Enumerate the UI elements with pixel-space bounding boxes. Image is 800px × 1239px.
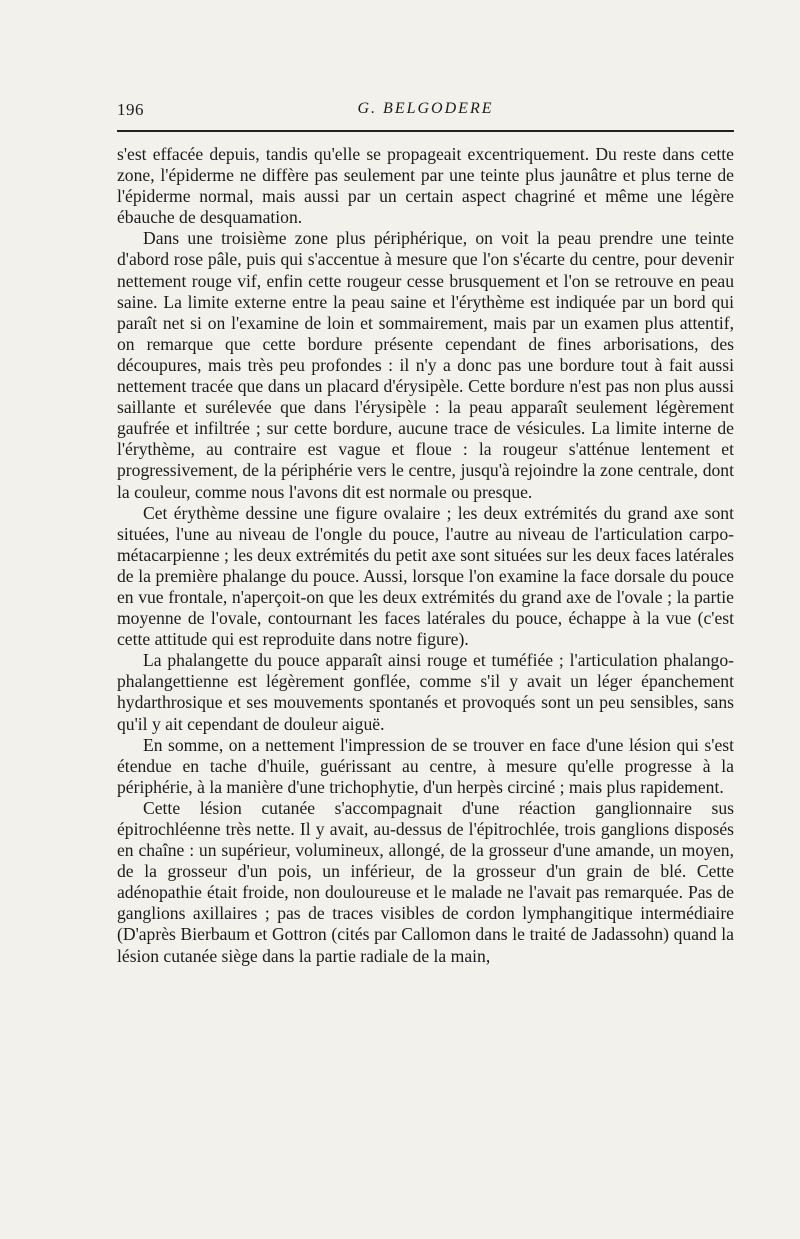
paragraph-third-zone: Dans une troisième zone plus périphérique, on voit la peau prendre une teinte d'abord rose pâle, puis qui s'accentue à mesure que l'on s'écarte du centre, pour devenir nettement rouge vif, enfin cette rougeur cesse brusquement et l'on se retrouve en peau saine. La limite externe entre la peau saine et l'érythème est indiquée par un bord qui paraît net si on l'examine de loin et sommairement, mais par un examen plus attentif, on remarque que cette bordure présente cependant de fines arborisations, des découpures, mais très peu profondes : il n'y a donc pas une bordure tout à fait aussi nettement tracée que dans un placard d'érysipèle. Cette bordure n'est pas non plus aussi saillante et surélevée que dans l'érysipèle : la peau apparaît seulement légèrement gaufrée et infiltrée ; sur cette bordure, aucune trace de vésicules. La limite interne de l'érythème, au contraire est vague et floue : la rougeur s'atténue lentement et progressivement, de la périphérie vers le centre, jusqu'à rejoindre la zone centrale, dont la couleur, comme nous l'avons dit est normale ou presque. — [117, 228, 734, 502]
page-header — [117, 98, 734, 124]
running-title: G. BELGODERE — [357, 100, 494, 117]
body-text — [117, 144, 734, 967]
paragraph-summary: En somme, on a nettement l'impression de se trouver en face d'une lésion qui s'est étendue en tache d'huile, guérissant au centre, à mesure qu'elle progresse à la périphérie, à la manière d'une trichophytie, d'un herpès circiné ; mais plus rapidement. — [117, 734, 734, 797]
paragraph-continued: s'est effacée depuis, tandis qu'elle se propageait excentriquement. Du reste dans cette zone, l'épiderme ne diffère pas seulement par une teinte plus jaunâtre et plus terne de l'épiderme normal, mais aussi par un certain aspect chagriné et même une légère ébauche de desquamation. — [117, 144, 734, 228]
header-rule — [117, 130, 734, 132]
paragraph-lymph-nodes: Cette lésion cutanée s'accompagnait d'une réaction ganglionnaire sus épitrochléenne très nette. Il y avait, au-dessus de l'épitrochlée, trois ganglions disposés en chaîne : un supérieur, volumineux, allongé, de la grosseur d'une amande, un moyen, de la grosseur d'un pois, un inférieur, de la grosseur d'un grain de blé. Cette adénopathie était froide, non douloureuse et le malade ne l'avait pas remarquée. Pas de ganglions axillaires ; pas de traces visibles de cordon lymphangitique intermédiaire (D'après Bierbaum et Gottron (cités par Callomon dans le traité de Jadassohn) quand la lésion cutanée siège dans la partie radiale de la main, — [117, 797, 734, 966]
page-number: 196 — [117, 100, 144, 119]
paragraph-phalangette: La phalangette du pouce apparaît ainsi rouge et tuméfiée ; l'articulation phalango-phalangettienne est légèrement gonflée, comme s'il y avait un léger épanchement hydarthrosique et ses mouvements spontanés et provoqués sont un peu sensibles, sans qu'il y ait cependant de douleur aiguë. — [117, 650, 734, 734]
paragraph-oval-figure: Cet érythème dessine une figure ovalaire ; les deux extrémités du grand axe sont situées, l'une au niveau de l'ongle du pouce, l'autre au niveau de l'articulation carpo-métacarpienne ; les deux extrémités du petit axe sont situées sur les deux faces latérales de la première phalange du pouce. Aussi, lorsque l'on examine la face dorsale du pouce en vue frontale, n'aperçoit-on que les deux extrémités du grand axe de l'ovale ; la partie moyenne de l'ovale, contournant les faces latérales du pouce, échappe à la vue (c'est cette attitude qui est reproduite dans notre figure). — [117, 502, 734, 650]
